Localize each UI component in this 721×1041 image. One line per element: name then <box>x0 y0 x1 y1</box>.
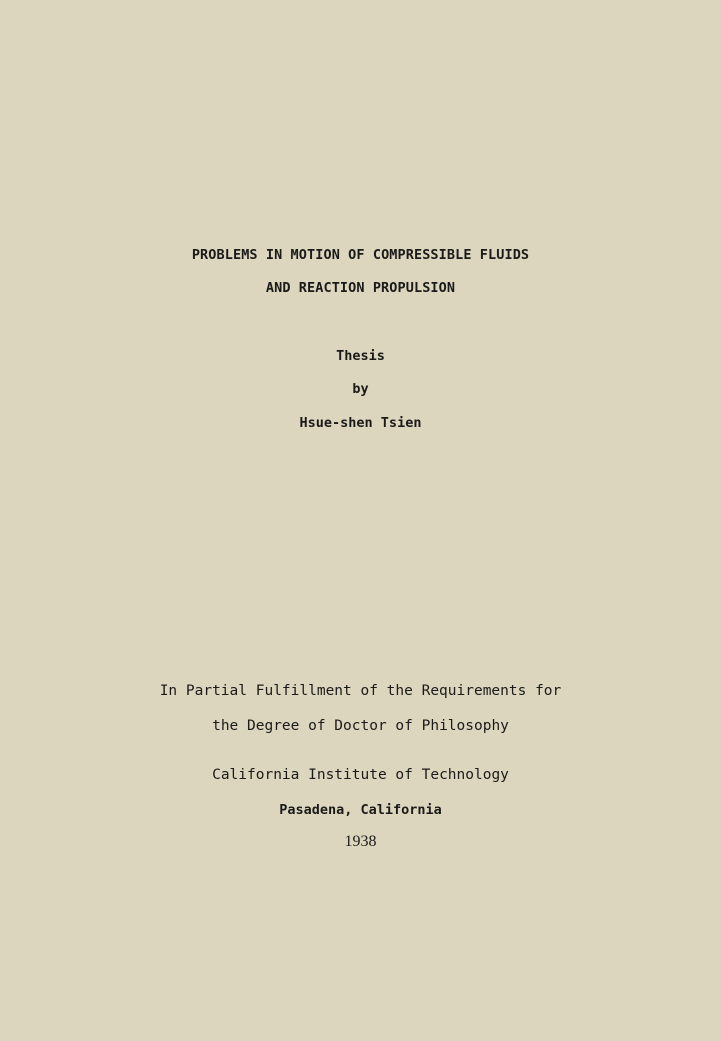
thesis-title-line-1: PROBLEMS IN MOTION OF COMPRESSIBLE FLUIDS <box>191 247 530 263</box>
year: 1938 <box>344 833 377 850</box>
location: Pasadena, California <box>279 802 442 818</box>
by-label: by <box>352 381 369 397</box>
author-name: Hsue-shen Tsien <box>299 415 422 431</box>
institution-name: California Institute of Technology <box>212 767 509 783</box>
thesis-title-line-2: AND REACTION PROPULSION <box>265 280 456 296</box>
fulfillment-line-2: the Degree of Doctor of Philosophy <box>212 718 509 734</box>
thesis-label: Thesis <box>336 348 385 364</box>
fulfillment-line-1: In Partial Fulfillment of the Requirements for <box>159 683 562 699</box>
